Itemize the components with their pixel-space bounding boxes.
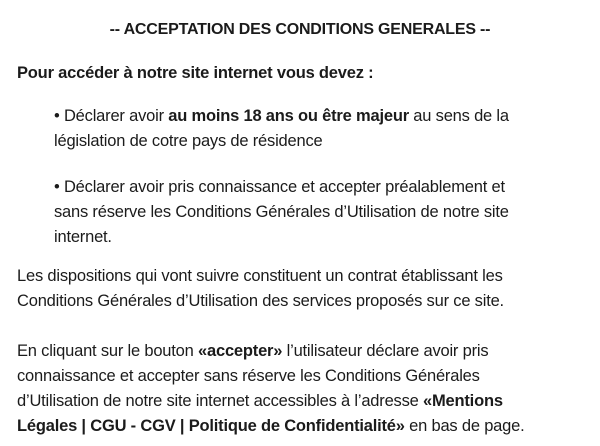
text-line — [17, 289, 590, 314]
text-segment: En cliquant sur le bouton — [17, 342, 199, 360]
text-line — [17, 364, 590, 389]
text-line — [17, 61, 590, 86]
bold-text-segment: «accepter» — [198, 342, 283, 360]
text-line — [54, 129, 590, 154]
text-segment: Les dispositions qui vont suivre constituent un contrat établissant les — [17, 267, 503, 285]
text-line — [54, 104, 590, 129]
accept-paragraph — [0, 339, 600, 439]
text-segment: sans réserve les Conditions Générales d’Utilisation de notre site — [54, 203, 509, 221]
text-line — [17, 389, 590, 414]
text-segment: internet. — [54, 228, 112, 246]
text-line — [17, 339, 590, 364]
text-segment: • Déclarer avoir — [54, 107, 169, 125]
text-segment: en bas de page. — [404, 417, 525, 435]
text-segment: au sens de la — [408, 107, 509, 125]
contract-paragraph — [0, 264, 600, 314]
intro-heading — [0, 61, 600, 86]
text-line — [54, 225, 590, 250]
document-body — [0, 61, 600, 439]
text-line — [54, 200, 590, 225]
text-segment: d’Utilisation de notre site internet accessibles à l’adresse — [17, 392, 424, 410]
document-title: -- ACCEPTATION DES CONDITIONS GENERALES -- — [109, 21, 491, 38]
text-segment: • Déclarer avoir pris connaissance et accepter préalablement et — [54, 178, 505, 196]
text-segment: législation de cotre pays de résidence — [54, 132, 323, 150]
text-line — [17, 264, 590, 289]
bold-text-segment: Légales | CGU - CGV | Politique de Confidentialité» — [17, 417, 405, 435]
text-line — [54, 175, 590, 200]
bold-text-segment: «Mentions — [423, 392, 503, 410]
text-line — [17, 414, 590, 439]
text-segment: connaissance et accepter sans réserve les Conditions Générales — [17, 367, 480, 385]
text-segment: l’utilisateur déclare avoir pris — [282, 342, 489, 360]
bold-text-segment: au moins 18 ans ou être majeur — [168, 107, 409, 125]
text-segment: Conditions Générales d’Utilisation des services proposés sur ce site. — [17, 292, 504, 310]
bullet-age — [0, 104, 600, 154]
bullet-cgu — [0, 175, 600, 250]
bold-text-segment: Pour accéder à notre site internet vous devez : — [17, 64, 374, 82]
